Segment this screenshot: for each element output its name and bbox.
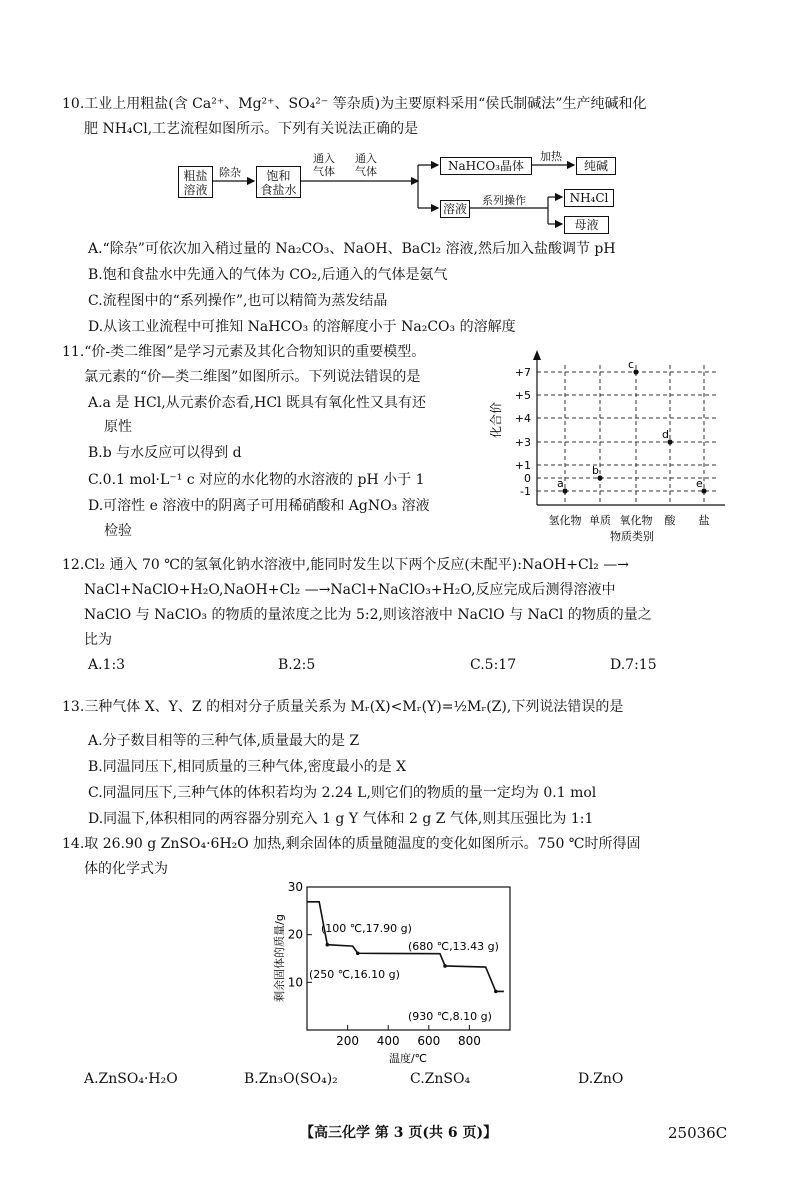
box-soda: 纯碱	[576, 157, 616, 175]
q10-option-b: B.饱和食盐水中先通入的气体为 CO₂,后通入的气体是氨气	[88, 267, 448, 283]
mass-point	[356, 951, 360, 955]
vc-x-tick: 氢化物	[548, 514, 582, 527]
q10-option-a: A.“除杂”可依次加入稍过量的 Na₂CO₃、NaOH、BaCl₂ 溶液,然后加入盐酸调节 pH	[88, 241, 616, 257]
vc-x-label: 物质类别	[610, 530, 654, 543]
q10-option-c: C.流程图中的“系列操作”,也可以精简为蒸发结晶	[88, 293, 388, 309]
label-remove-impurities: 除杂	[219, 166, 241, 179]
q10-stem-line1: 10.工业上用粗盐(含 Ca²⁺、Mg²⁺、SO₄²⁻ 等杂质)为主要原料采用“侯氏制碱法”生产纯碱和化	[62, 96, 647, 112]
q12-option-b: B.2:5	[278, 657, 316, 673]
vc-y-tick: +3	[514, 436, 531, 449]
label-gas-in-2: 通入 气体	[355, 152, 377, 178]
mass-annotation: (250 ℃,16.10 g)	[309, 968, 400, 981]
mass-y-tick-label: 10	[287, 975, 303, 990]
label-heat: 加热	[540, 150, 562, 163]
vc-point-label-a: a	[557, 477, 564, 490]
q11-stem-line2: 氯元素的“价—类二维图”如图所示。下列说法错误的是	[84, 369, 421, 385]
vc-x-tick: 单质	[589, 514, 611, 527]
vc-y-tick: 0	[524, 472, 531, 485]
mass-point	[443, 964, 447, 968]
q13-option-b: B.同温同压下,相同质量的三种气体,密度最小的是 X	[88, 759, 407, 775]
q13-option-d: D.同温下,体积相同的两容器分别充入 1 g Y 气体和 2 g Z 气体,则其压强比为 1:1	[88, 811, 594, 827]
q13-stem: 13.三种气体 X、Y、Z 的相对分子质量关系为 Mᵣ(X)<Mᵣ(Y)=½Mᵣ(Z),下列说法错误的是	[62, 699, 624, 715]
q14-option-b: B.Zn₃O(SO₄)₂	[244, 1071, 338, 1087]
vc-y-tick: +4	[514, 412, 531, 425]
q11-option-a-line2: 原性	[104, 419, 132, 435]
q11-option-d-line2: 检验	[104, 523, 132, 539]
q12-line1: 12.Cl₂ 通入 70 ℃的氢氧化钠水溶液中,能同时发生以下两个反应(未配平):NaOH+Cl₂ —→	[62, 557, 629, 573]
box-solution: 溶液	[440, 200, 470, 218]
mass-annotation: (680 ℃,13.43 g)	[408, 940, 499, 953]
q11-option-b: B.b 与水反应可以得到 d	[88, 445, 242, 461]
box-crude-salt: 粗盐 溶液	[178, 166, 213, 198]
mass-point	[494, 990, 498, 994]
vc-y-tick: +7	[514, 366, 531, 379]
q11-stem-line1: 11.“价-类二维图”是学习元素及其化合物知识的重要模型。	[62, 344, 426, 360]
mass-x-tick-label: 400	[376, 1034, 400, 1048]
box-nahco3-crystal: NaHCO₃晶体	[440, 157, 532, 175]
box-brine: 饱和 食盐水	[256, 166, 301, 198]
mass-annotation: (930 ℃,8.10 g)	[408, 1010, 492, 1023]
vc-y-tick: -1	[520, 485, 531, 498]
vc-x-tick: 盐	[698, 514, 710, 527]
mass-y-tick-label: 20	[287, 927, 303, 942]
q12-line4: 比为	[84, 632, 112, 648]
mass-x-tick-label: 600	[417, 1034, 441, 1048]
vc-y-tick: +5	[514, 389, 531, 402]
q13-option-a: A.分子数目相等的三种气体,质量最大的是 Z	[88, 733, 360, 749]
vc-y-tick: +1	[514, 459, 531, 472]
mass-point	[326, 943, 330, 947]
mass-x-tick-label: 200	[336, 1034, 360, 1048]
page-footer: 【高三化学 第 3 页(共 6 页)】	[300, 1125, 498, 1141]
box-nh4cl: NH₄Cl	[564, 189, 614, 207]
q11-option-d-line1: D.可溶性 e 溶液中的阴离子可用稀硝酸和 AgNO₃ 溶液	[88, 498, 430, 514]
vc-point-label-c: c	[628, 358, 635, 371]
q11-option-a-line1: A.a 是 HCl,从元素价态看,HCl 既具有氧化性又具有还	[88, 395, 426, 411]
q12-option-a: A.1:3	[88, 657, 126, 673]
q13-option-c: C.同温同压下,三种气体的体积若均为 2.24 L,则它们的物质的量一定均为 0.1 mol	[88, 785, 597, 801]
vc-point-label-d: d	[662, 428, 669, 441]
label-gas-in-1: 通入 气体	[313, 152, 335, 178]
q14-option-d: D.ZnO	[578, 1071, 624, 1087]
q12-option-d: D.7:15	[610, 657, 657, 673]
mass-y-tick-label: 30	[287, 880, 303, 894]
vc-x-tick: 酸	[664, 514, 676, 527]
q10-stem-line2: 肥 NH₄Cl,工艺流程如图所示。下列有关说法正确的是	[84, 121, 419, 137]
q11-option-c: C.0.1 mol·L⁻¹ c 对应的水化物的水溶液的 pH 小于 1	[88, 472, 425, 488]
q12-option-c: C.5:17	[470, 657, 517, 673]
q12-line3: NaClO 与 NaClO₃ 的物质的量浓度之比为 5:2,则该溶液中 NaClO 与 NaCl 的物质的量之	[84, 607, 652, 623]
mass-annotation: (100 ℃,17.90 g)	[321, 922, 412, 935]
vc-x-tick: 氧化物	[619, 514, 653, 527]
mass-x-tick-label: 800	[457, 1034, 481, 1048]
q14-option-a: A.ZnSO₄·H₂O	[84, 1071, 178, 1087]
label-series-ops: 系列操作	[482, 194, 526, 207]
q12-line2: NaCl+NaClO+H₂O,NaOH+Cl₂ —→NaCl+NaClO₃+H₂O,反应完成后测得溶液中	[84, 582, 616, 598]
mass-chart-frame	[307, 887, 510, 1030]
q14-stem-line1: 14.取 26.90 g ZnSO₄·6H₂O 加热,剩余固体的质量随温度的变化如图所示。750 ℃时所得固	[62, 836, 641, 852]
mass-x-label: 温度/℃	[388, 1052, 428, 1065]
vc-y-label: 化合价	[489, 401, 503, 439]
vc-point-label-e: e	[696, 477, 703, 490]
box-mother-liquor: 母液	[564, 216, 609, 234]
vc-point-label-b: b	[592, 464, 599, 477]
mass-y-label: 剩余固体的质量/g	[273, 914, 286, 1002]
q14-option-c: C.ZnSO₄	[410, 1071, 471, 1087]
q14-stem-line2: 体的化学式为	[84, 861, 168, 877]
page-code: 25036C	[668, 1124, 728, 1142]
q10-option-d: D.从该工业流程中可推知 NaHCO₃ 的溶解度小于 Na₂CO₃ 的溶解度	[88, 319, 516, 335]
